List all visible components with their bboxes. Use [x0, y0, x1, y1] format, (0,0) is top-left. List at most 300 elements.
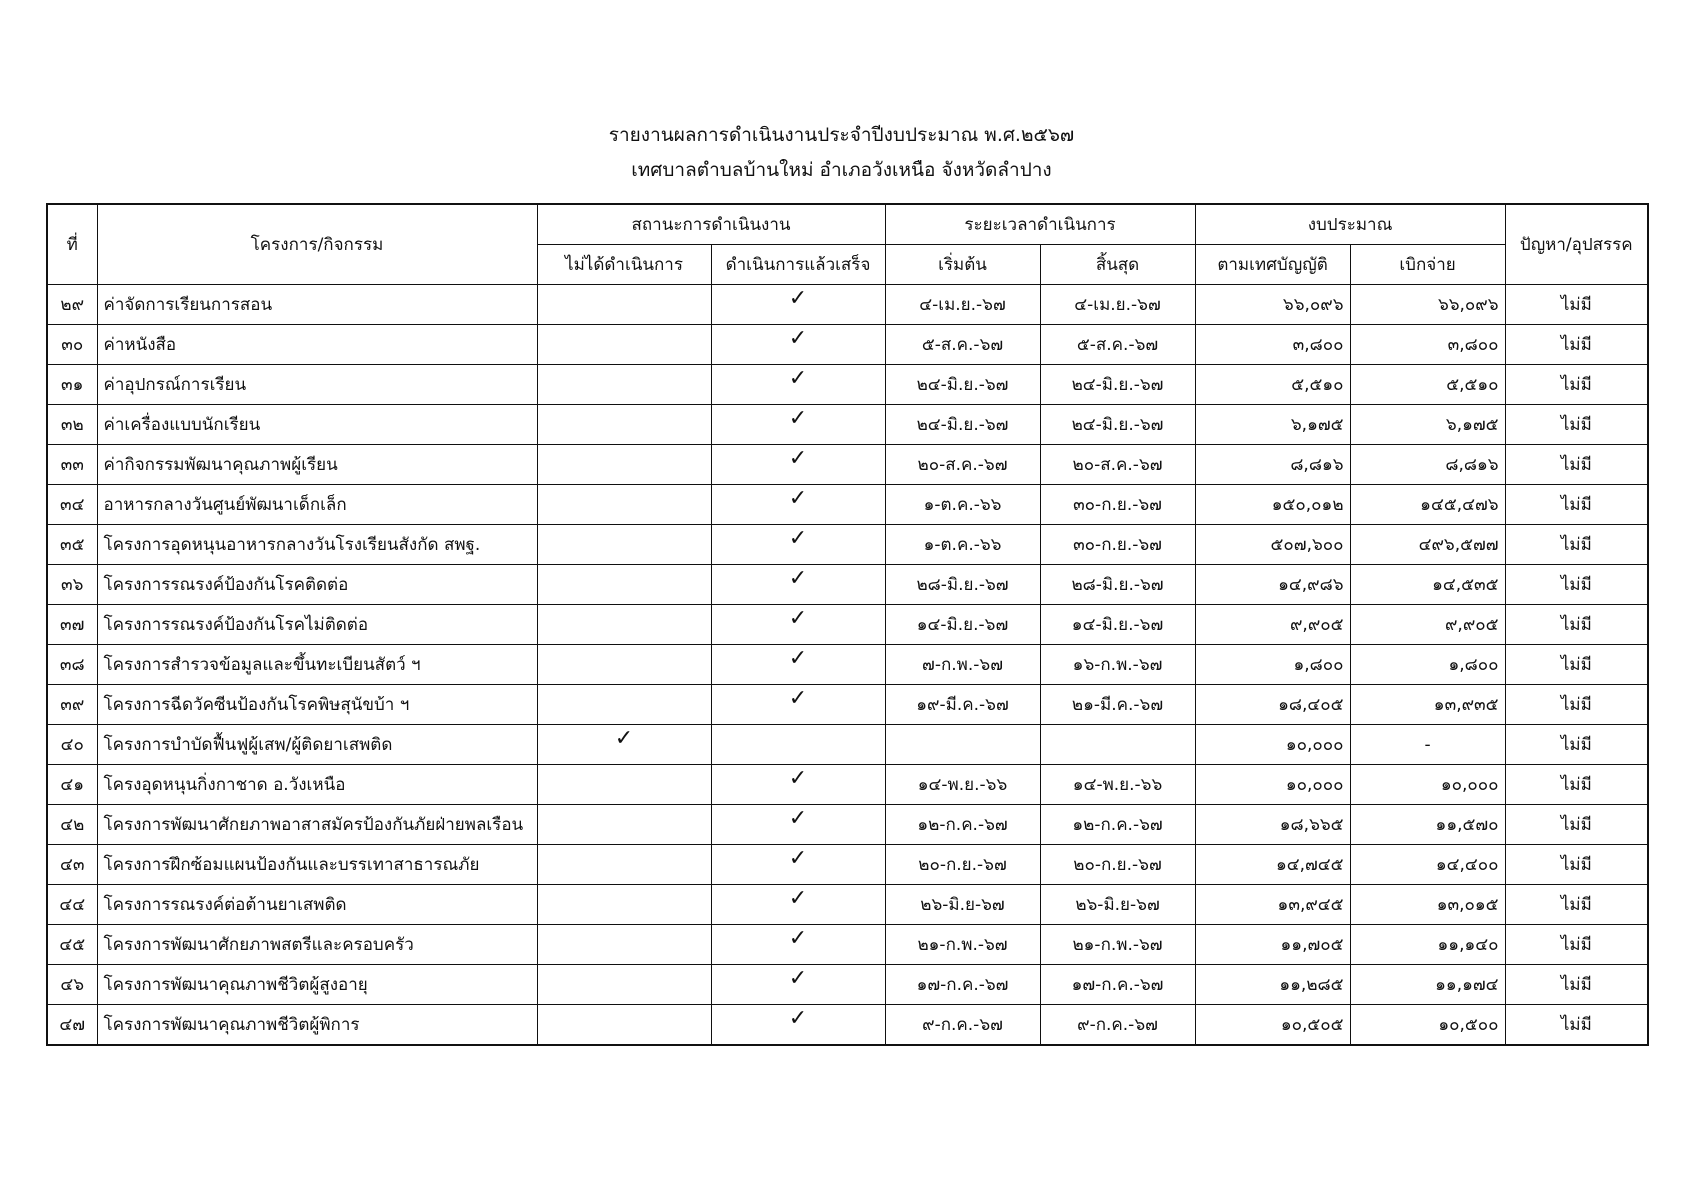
- check-mark-icon: ✓: [788, 926, 808, 951]
- end-date: [1040, 565, 1195, 605]
- problem-text-text: ไม่มี: [1560, 895, 1592, 915]
- status-not-done: [537, 925, 711, 965]
- row-number-text: ๔๒: [60, 815, 85, 835]
- project-name-text: โครงการรณรงค์ป้องกันโรคติดต่อ: [103, 575, 349, 595]
- disbursed-amount: [1350, 925, 1505, 965]
- report-table: [46, 203, 1649, 1046]
- row-number: [47, 1005, 97, 1046]
- check-mark-icon: ✓: [788, 1006, 808, 1031]
- allocated-budget: [1195, 405, 1350, 445]
- status-done: [711, 725, 885, 765]
- status-not-done: [537, 485, 711, 525]
- table-row: [47, 725, 1648, 765]
- report-header: [0, 118, 1683, 188]
- allocated-budget: [1195, 525, 1350, 565]
- row-number-text: ๓๗: [60, 615, 85, 635]
- status-not-done: [537, 445, 711, 485]
- check-mark-icon: ✓: [788, 806, 808, 831]
- problem-text-text: ไม่มี: [1560, 415, 1592, 435]
- status-not-done: [537, 325, 711, 365]
- status-done: [711, 845, 885, 885]
- project-name: [97, 525, 537, 565]
- status-not-done: [537, 725, 711, 765]
- problem-text-text: ไม่มี: [1560, 815, 1592, 835]
- project-name-text: โครงการรณรงค์ต่อต้านยาเสพติด: [103, 895, 347, 915]
- start-date-text: ๑๒-ก.ค.-๖๗: [917, 815, 1008, 835]
- project-name: [97, 765, 537, 805]
- start-date-text: ๒๘-มิ.ย.-๖๗: [916, 575, 1009, 595]
- status-done: [711, 885, 885, 925]
- problem-text: [1505, 965, 1648, 1005]
- project-name-text: ค่าเครื่องแบบนักเรียน: [103, 415, 261, 435]
- row-number: [47, 645, 97, 685]
- row-number: [47, 285, 97, 325]
- allocated-budget-text: ๕,๕๑๐: [1291, 375, 1344, 395]
- col-header-project: โครงการ/กิจกรรม: [97, 204, 537, 285]
- row-number-text: ๓๓: [60, 455, 84, 475]
- status-done: [711, 925, 885, 965]
- disbursed-amount-text: ๘,๘๑๖: [1445, 455, 1499, 475]
- allocated-budget-text: ๑๔,๙๘๖: [1278, 575, 1344, 595]
- problem-text: [1505, 1005, 1648, 1046]
- disbursed-amount: [1350, 1005, 1505, 1046]
- problem-text-text: ไม่มี: [1560, 975, 1592, 995]
- problem-text-text: ไม่มี: [1560, 655, 1592, 675]
- problem-text: [1505, 885, 1648, 925]
- end-date-text: ๒๘-มิ.ย.-๖๗: [1071, 575, 1164, 595]
- check-mark-icon: ✓: [788, 646, 808, 671]
- project-name: [97, 565, 537, 605]
- project-name-text: ค่าหนังสือ: [103, 335, 177, 355]
- end-date-text: ๑๔-พ.ย.-๖๖: [1072, 775, 1163, 795]
- check-mark-icon: ✓: [788, 286, 808, 311]
- col-header-no: ที่: [47, 204, 97, 285]
- allocated-budget: [1195, 685, 1350, 725]
- row-number: [47, 925, 97, 965]
- problem-text-text: ไม่มี: [1560, 455, 1592, 475]
- allocated-budget: [1195, 325, 1350, 365]
- problem-text-text: ไม่มี: [1560, 335, 1592, 355]
- start-date-text: ๒๔-มิ.ย.-๖๗: [916, 415, 1009, 435]
- disbursed-amount: [1350, 885, 1505, 925]
- status-not-done: [537, 1005, 711, 1046]
- problem-text-text: ไม่มี: [1560, 615, 1592, 635]
- row-number-text: ๓๐: [61, 335, 84, 355]
- end-date-text: ๒๑-มี.ค.-๖๗: [1071, 695, 1164, 715]
- end-date-text: ๑๒-ก.ค.-๖๗: [1072, 815, 1163, 835]
- start-date: [885, 285, 1040, 325]
- check-mark-icon: ✓: [788, 446, 808, 471]
- row-number-text: ๔๑: [60, 775, 85, 795]
- end-date: [1040, 685, 1195, 725]
- allocated-budget-text: ๑๔,๗๔๕: [1275, 855, 1344, 875]
- start-date-text: ๒๔-มิ.ย.-๖๗: [916, 375, 1009, 395]
- disbursed-amount: [1350, 805, 1505, 845]
- project-name-text: โครงการพัฒนาศักยภาพอาสาสมัครป้องกันภัยฝ่ายพลเรือน: [103, 815, 524, 835]
- project-name-text: โครงการบำบัดฟื้นฟูผู้เสพ/ผู้ติดยาเสพติด: [103, 735, 393, 755]
- problem-text: [1505, 325, 1648, 365]
- end-date-text: ๒๐-ก.ย.-๖๗: [1073, 855, 1162, 875]
- allocated-budget: [1195, 805, 1350, 845]
- allocated-budget: [1195, 765, 1350, 805]
- project-name: [97, 685, 537, 725]
- allocated-budget-text: ๑๕๐,๐๑๒: [1271, 495, 1344, 515]
- table-row: [47, 925, 1648, 965]
- col-header-budget: งบประมาณ: [1195, 204, 1505, 245]
- end-date: [1040, 485, 1195, 525]
- problem-text: [1505, 285, 1648, 325]
- end-date-text: ๒๐-ส.ค.-๖๗: [1072, 455, 1163, 475]
- end-date: [1040, 645, 1195, 685]
- start-date: [885, 765, 1040, 805]
- col-header-allocated: ตามเทศบัญญัติ: [1195, 245, 1350, 285]
- project-name-text: อาหารกลางวันศูนย์พัฒนาเด็กเล็ก: [103, 495, 347, 515]
- disbursed-amount-text: ๑๔,๔๐๐: [1435, 855, 1499, 875]
- report-subtitle: เทศบาลตำบลบ้านใหม่ อำเภอวังเหนือ จังหวัดลำปาง: [631, 159, 1052, 181]
- allocated-budget-text: ๑๑,๗๐๕: [1280, 935, 1344, 955]
- project-name-text: โครงการฝึกซ้อมแผนป้องกันและบรรเทาสาธารณภัย: [103, 855, 480, 875]
- project-name-text: โครงอุดหนุนกิ่งกาชาด อ.วังเหนือ: [103, 775, 346, 795]
- project-name-text: โครงการสำรวจข้อมูลและขึ้นทะเบียนสัตว์ ฯ: [103, 655, 421, 675]
- end-date: [1040, 325, 1195, 365]
- check-mark-icon: ✓: [614, 726, 634, 751]
- status-done: [711, 765, 885, 805]
- start-date-text: ๑๔-มิ.ย.-๖๗: [916, 615, 1009, 635]
- check-mark-icon: ✓: [788, 606, 808, 631]
- disbursed-amount: [1350, 845, 1505, 885]
- project-name: [97, 445, 537, 485]
- disbursed-amount-text: ๑๓,๐๑๕: [1436, 895, 1499, 915]
- row-number: [47, 605, 97, 645]
- end-date-text: ๒๖-มิ.ย-๖๗: [1075, 895, 1160, 915]
- status-not-done: [537, 405, 711, 445]
- problem-text-text: ไม่มี: [1560, 855, 1592, 875]
- problem-text: [1505, 565, 1648, 605]
- row-number: [47, 405, 97, 445]
- project-name: [97, 645, 537, 685]
- table-row: [47, 365, 1648, 405]
- table-row: [47, 1005, 1648, 1046]
- problem-text-text: ไม่มี: [1560, 695, 1592, 715]
- row-number: [47, 565, 97, 605]
- project-name: [97, 485, 537, 525]
- disbursed-amount-text: ๑๐,๕๐๐: [1438, 1015, 1499, 1035]
- allocated-budget: [1195, 845, 1350, 885]
- project-name-text: ค่ากิจกรรมพัฒนาคุณภาพผู้เรียน: [103, 455, 338, 475]
- problem-text-text: ไม่มี: [1560, 495, 1592, 515]
- row-number-text: ๓๕: [60, 535, 85, 555]
- allocated-budget: [1195, 965, 1350, 1005]
- row-number: [47, 485, 97, 525]
- end-date-text: ๒๑-ก.พ.-๖๗: [1072, 935, 1163, 955]
- row-number-text: ๒๙: [60, 295, 85, 315]
- allocated-budget: [1195, 565, 1350, 605]
- status-done: [711, 525, 885, 565]
- project-name-text: โครงการพัฒนาคุณภาพชีวิตผู้พิการ: [103, 1015, 360, 1035]
- check-mark-icon: ✓: [788, 326, 808, 351]
- disbursed-amount-text: ๕,๕๑๐: [1446, 375, 1499, 395]
- project-name-text: โครงการพัฒนาคุณภาพชีวิตผู้สูงอายุ: [103, 975, 368, 995]
- end-date: [1040, 605, 1195, 645]
- allocated-budget: [1195, 365, 1350, 405]
- problem-text-text: ไม่มี: [1560, 375, 1592, 395]
- disbursed-amount: [1350, 725, 1505, 765]
- project-name-text: โครงการพัฒนาศักยภาพสตรีและครอบครัว: [103, 935, 414, 955]
- problem-text: [1505, 725, 1648, 765]
- row-number-text: ๓๙: [60, 695, 85, 715]
- end-date: [1040, 765, 1195, 805]
- project-name: [97, 285, 537, 325]
- start-date: [885, 605, 1040, 645]
- disbursed-amount-text: ๑๔๕,๔๗๖: [1420, 495, 1499, 515]
- table-row: [47, 445, 1648, 485]
- end-date-text: ๒๔-มิ.ย.-๖๗: [1071, 375, 1164, 395]
- status-done: [711, 965, 885, 1005]
- disbursed-amount-text: ๑๔,๕๓๕: [1432, 575, 1499, 595]
- col-header-period: ระยะเวลาดำเนินการ: [885, 204, 1195, 245]
- start-date: [885, 685, 1040, 725]
- problem-text: [1505, 645, 1648, 685]
- project-name: [97, 845, 537, 885]
- table-row: [47, 645, 1648, 685]
- start-date: [885, 645, 1040, 685]
- start-date-text: ๒๐-ส.ค.-๖๗: [917, 455, 1008, 475]
- project-name: [97, 725, 537, 765]
- allocated-budget-text: ๙,๙๐๕: [1289, 615, 1344, 635]
- status-not-done: [537, 605, 711, 645]
- start-date: [885, 1005, 1040, 1046]
- row-number-text: ๓๔: [60, 495, 85, 515]
- col-header-start: เริ่มต้น: [885, 245, 1040, 285]
- row-number: [47, 725, 97, 765]
- table-row: [47, 965, 1648, 1005]
- disbursed-amount-text: ๙,๙๐๕: [1444, 615, 1499, 635]
- table-row: [47, 525, 1648, 565]
- allocated-budget-text: ๑๐,๕๐๕: [1280, 1015, 1344, 1035]
- problem-text: [1505, 525, 1648, 565]
- row-number-text: ๓๘: [59, 655, 85, 675]
- allocated-budget-text: ๑๓,๙๔๕: [1277, 895, 1344, 915]
- project-name: [97, 365, 537, 405]
- disbursed-amount-text: -: [1424, 734, 1431, 755]
- disbursed-amount: [1350, 765, 1505, 805]
- status-not-done: [537, 685, 711, 725]
- allocated-budget: [1195, 285, 1350, 325]
- status-done: [711, 285, 885, 325]
- start-date-text: ๑-ต.ค.-๖๖: [923, 495, 1002, 515]
- check-mark-icon: ✓: [788, 406, 808, 431]
- start-date: [885, 845, 1040, 885]
- start-date-text: ๒๑-ก.พ.-๖๗: [917, 935, 1008, 955]
- project-name: [97, 805, 537, 845]
- disbursed-amount: [1350, 525, 1505, 565]
- start-date-text: ๒๖-มิ.ย-๖๗: [920, 895, 1005, 915]
- project-name-text: ค่าอุปกรณ์การเรียน: [103, 375, 247, 395]
- table-row: [47, 685, 1648, 725]
- col-header-status: สถานะการดำเนินงาน: [537, 204, 885, 245]
- table-body: [47, 285, 1648, 1046]
- project-name: [97, 965, 537, 1005]
- check-mark-icon: ✓: [788, 486, 808, 511]
- end-date-text: ๒๔-มิ.ย.-๖๗: [1071, 415, 1164, 435]
- disbursed-amount: [1350, 605, 1505, 645]
- check-mark-icon: ✓: [788, 686, 808, 711]
- status-done: [711, 365, 885, 405]
- start-date-text: ๗-ก.พ.-๖๗: [922, 655, 1003, 675]
- end-date-text: ๓๐-ก.ย.-๖๗: [1073, 495, 1162, 515]
- start-date: [885, 885, 1040, 925]
- row-number: [47, 685, 97, 725]
- disbursed-amount-text: ๑๑,๑๗๔: [1435, 975, 1499, 995]
- row-number-text: ๔๐: [60, 735, 84, 755]
- end-date: [1040, 1005, 1195, 1046]
- allocated-budget: [1195, 485, 1350, 525]
- status-done: [711, 645, 885, 685]
- table-row: [47, 285, 1648, 325]
- start-date: [885, 965, 1040, 1005]
- row-number: [47, 525, 97, 565]
- row-number: [47, 765, 97, 805]
- col-header-not-done: ไม่ได้ดำเนินการ: [537, 245, 711, 285]
- row-number: [47, 885, 97, 925]
- problem-text: [1505, 405, 1648, 445]
- disbursed-amount: [1350, 445, 1505, 485]
- check-mark-icon: ✓: [788, 566, 808, 591]
- end-date-text: ๓๐-ก.ย.-๖๗: [1073, 535, 1162, 555]
- project-name: [97, 605, 537, 645]
- row-number-text: ๔๗: [59, 1015, 86, 1035]
- status-done: [711, 685, 885, 725]
- project-name: [97, 405, 537, 445]
- project-name: [97, 1005, 537, 1046]
- disbursed-amount: [1350, 565, 1505, 605]
- allocated-budget: [1195, 885, 1350, 925]
- col-header-disbursed: เบิกจ่าย: [1350, 245, 1505, 285]
- row-number-text: ๔๔: [59, 895, 86, 915]
- start-date: [885, 485, 1040, 525]
- problem-text-text: ไม่มี: [1560, 735, 1592, 755]
- end-date: [1040, 285, 1195, 325]
- end-date: [1040, 445, 1195, 485]
- row-number-text: ๓๖: [61, 575, 84, 595]
- row-number: [47, 445, 97, 485]
- disbursed-amount-text: ๑,๘๐๐: [1448, 655, 1499, 675]
- status-done: [711, 805, 885, 845]
- problem-text-text: ไม่มี: [1560, 1015, 1592, 1035]
- row-number: [47, 805, 97, 845]
- report-title: รายงานผลการดำเนินงานประจำปีงบประมาณ พ.ศ.๒๕๖๗: [608, 124, 1075, 146]
- allocated-budget-text: ๑๐,๐๐๐: [1285, 735, 1344, 755]
- disbursed-amount: [1350, 485, 1505, 525]
- table-row: [47, 845, 1648, 885]
- row-number: [47, 325, 97, 365]
- row-number: [47, 845, 97, 885]
- disbursed-amount: [1350, 965, 1505, 1005]
- status-done: [711, 325, 885, 365]
- table-row: [47, 405, 1648, 445]
- end-date: [1040, 885, 1195, 925]
- check-mark-icon: ✓: [788, 366, 808, 391]
- row-number-text: ๓๒: [60, 415, 84, 435]
- col-header-done: ดำเนินการแล้วเสร็จ: [711, 245, 885, 285]
- allocated-budget-text: ๘,๘๑๖: [1290, 455, 1344, 475]
- problem-text: [1505, 765, 1648, 805]
- project-name: [97, 325, 537, 365]
- disbursed-amount: [1350, 325, 1505, 365]
- check-mark-icon: ✓: [788, 526, 808, 551]
- status-done: [711, 445, 885, 485]
- row-number: [47, 965, 97, 1005]
- problem-text: [1505, 365, 1648, 405]
- problem-text-text: ไม่มี: [1560, 935, 1592, 955]
- disbursed-amount: [1350, 685, 1505, 725]
- allocated-budget-text: ๖๖,๐๙๖: [1282, 295, 1344, 315]
- allocated-budget-text: ๑๐,๐๐๐: [1285, 775, 1344, 795]
- allocated-budget-text: ๑,๘๐๐: [1293, 655, 1344, 675]
- status-done: [711, 565, 885, 605]
- disbursed-amount-text: ๓,๘๐๐: [1447, 335, 1499, 355]
- table-row: [47, 565, 1648, 605]
- status-not-done: [537, 365, 711, 405]
- allocated-budget-text: ๑๘,๖๖๕: [1279, 815, 1344, 835]
- end-date: [1040, 365, 1195, 405]
- project-name: [97, 885, 537, 925]
- allocated-budget-text: ๑๘,๔๐๕: [1278, 695, 1344, 715]
- status-not-done: [537, 845, 711, 885]
- disbursed-amount: [1350, 645, 1505, 685]
- allocated-budget: [1195, 925, 1350, 965]
- end-date-text: ๑๖-ก.พ.-๖๗: [1072, 655, 1163, 675]
- table-row: [47, 325, 1648, 365]
- project-name-text: โครงการอุดหนุนอาหารกลางวันโรงเรียนสังกัด สพฐ.: [103, 535, 481, 555]
- allocated-budget-text: ๕๐๗,๖๐๐: [1270, 535, 1344, 555]
- status-not-done: [537, 965, 711, 1005]
- table-row: [47, 485, 1648, 525]
- allocated-budget: [1195, 645, 1350, 685]
- problem-text-text: ไม่มี: [1560, 775, 1592, 795]
- start-date-text: ๒๐-ก.ย.-๖๗: [918, 855, 1007, 875]
- allocated-budget: [1195, 445, 1350, 485]
- problem-text: [1505, 445, 1648, 485]
- problem-text-text: ไม่มี: [1560, 535, 1592, 555]
- allocated-budget: [1195, 605, 1350, 645]
- check-mark-icon: ✓: [788, 846, 808, 871]
- status-not-done: [537, 645, 711, 685]
- end-date-text: ๙-ก.ค.-๖๗: [1077, 1015, 1158, 1035]
- start-date-text: ๕-ส.ค.-๖๗: [921, 335, 1004, 355]
- start-date: [885, 725, 1040, 765]
- problem-text-text: ไม่มี: [1560, 295, 1592, 315]
- start-date: [885, 365, 1040, 405]
- allocated-budget: [1195, 1005, 1350, 1046]
- disbursed-amount-text: ๑๓,๙๓๕: [1433, 695, 1499, 715]
- end-date: [1040, 845, 1195, 885]
- table-header: [47, 204, 1648, 285]
- start-date-text: ๑-ต.ค.-๖๖: [923, 535, 1002, 555]
- start-date-text: ๑๔-พ.ย.-๖๖: [917, 775, 1008, 795]
- check-mark-icon: ✓: [788, 766, 808, 791]
- start-date-text: ๙-ก.ค.-๖๗: [922, 1015, 1003, 1035]
- row-number-text: ๔๖: [60, 975, 85, 995]
- end-date-text: ๕-ส.ค.-๖๗: [1076, 335, 1159, 355]
- start-date-text: ๔-เม.ย.-๖๗: [919, 295, 1006, 315]
- start-date: [885, 805, 1040, 845]
- disbursed-amount: [1350, 405, 1505, 445]
- table-row: [47, 885, 1648, 925]
- disbursed-amount-text: ๖,๑๗๕: [1445, 415, 1499, 435]
- disbursed-amount-text: ๑๑,๑๔๐: [1437, 935, 1499, 955]
- start-date: [885, 525, 1040, 565]
